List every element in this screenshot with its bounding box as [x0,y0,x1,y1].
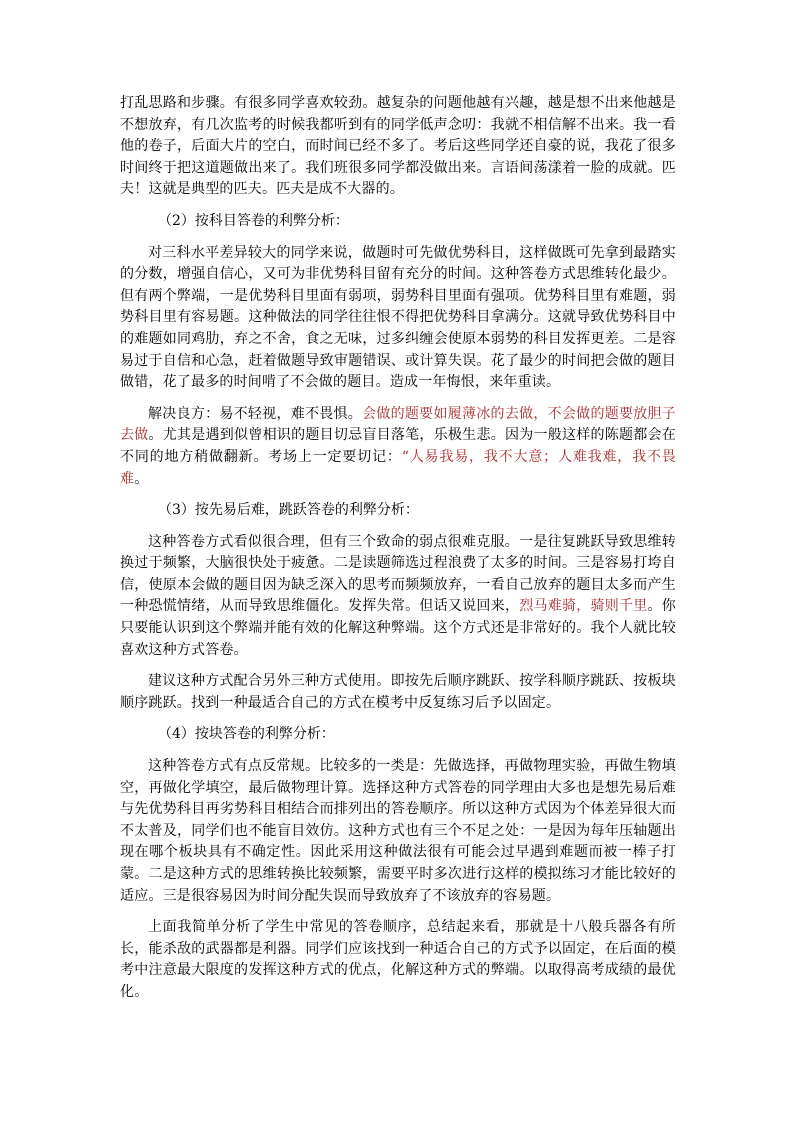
paragraph-block-order: 这种答卷方式有点反常规。比较多的一类是：先做选择，再做物理实验，再做生物填空，再做化学填空，最后做物理计算。选择这种方式答卷的同学理由大多也是想先易后难与先优势科目再劣势科目相结合而排列出的答卷顺序。所以这种方式因为个体差异很大而不太普及，同学们也不能盲目效仿。这种方式也有三个不足之处：一是因为每年压轴题出现在哪个板块具有不确定性。因此采用这种做法很有可能会过早遇到难题而被一棒子打蒙。二是这种方式的思维转换比较频繁，需要平时多次进行这样的模拟练习才能比较好的适应。三是很容易因为时间分配失误而导致放弃了不该放弃的容易题。 [120,758,676,904]
highlight-text-1: 会做的题要如履薄冰的去做，不会做的题要放胆子去做 [120,405,677,444]
section-heading-4: （4）按块答卷的利弊分析： [158,726,335,743]
paragraph-intro: 打乱思路和步骤。有很多同学喜欢较劲。越复杂的问题他越有兴趣，越是想不出来他越是不想放弃，有几次监考的时候我都听到有的同学低声念叨：我就不相信解不出来。我一看他的卷子，后面大片的空白，而时间已经不多了。考后这些同学还自豪的说，我花了很多时间终于把这道题做出来了。我们班很多同学都没做出来。言语间荡漾着一脸的成就。匹夫！这就是典型的匹夫。匹夫是成不大器的。 [120,95,676,198]
paragraph-solution [120,404,676,490]
document-page [120,93,676,1014]
section-heading-3: （3）按先易后难，跳跃答卷的利弊分析： [158,502,419,519]
jump-order-text: 这种答卷方式看似很合理，但有三个致命的弱点很难克服。一是往复跳跃导致思维转换过于频繁，大脑很快处于疲惫。二是读题筛选过程浪费了太多的时间。三是容易打垮自信，使原本会做的题目因为缺乏深入的思考而频频放弃，一看自己放弃的题目太多而产生一种恐慌情绪，从而导致思维僵化。发挥失常。但话又说回来， [120,533,676,615]
paragraph-suggestion: 建议这种方式配合另外三种方式使用。即按先后顺序跳跃、按学科顺序跳跃、按板块顺序跳跃。找到一种最适合自己的方式在模考中反复练习后予以固定。 [120,673,676,711]
section-heading-2: （2）按科目答卷的利弊分析： [158,212,349,229]
paragraph-summary: 上面我简单分析了学生中常见的答卷顺序，总结起来看，那就是十八般兵器各有所长，能杀敌的武器都是利器。同学们应该找到一种适合自己的方式予以固定，在后面的模考中注意最大限度的发挥这种方式的优点，化解这种方式的弊端。以取得高考成绩的最优化。 [120,919,676,1000]
paragraph-jump-order [120,532,676,662]
solution-lead-text: 解决良方：易不轻视，难不畏惧。 [148,405,363,422]
highlight-text-3: 烈马难骑，骑则千里 [519,598,648,615]
solution-end-text: 。 [134,470,149,487]
jump-order-end-text: 。你只要能认识到这个弊端并能有效的化解这种弊端。这个方式还是非常好的。我个人就比较喜欢这种方式答卷。 [120,598,676,658]
paragraph-subject-order: 对三科水平差异较大的同学来说，做题时可先做优势科目，这样做既可先拿到最踏实的分数，增强自信心，又可为非优势科目留有充分的时间。这种答卷方式思维转化最少。但有两个弊端，一是优势科目里面有弱项，弱势科目里面有强项。优势科目里有难题，弱势科目里有容易题。这种做法的同学往往恨不得把优势科目拿满分。这就导致优势科目中的难题如同鸡肋，弃之不舍，食之无味，过多纠缠会使原本弱势的科目发挥更差。二是容易过于自信和心急，赶着做题导致审题错误、或计算失误。花了最少的时间把会做的题目做错，花了最多的时间啃了不会做的题目。造成一年悔恨，来年重读。 [120,244,676,391]
solution-body-text: 。尤其是遇到似曾相识的题目切忌盲目落笔，乐极生悲。因为一般这样的陈题都会在不同的地方稍做翻新。考场上一定要切记： [120,427,676,465]
highlight-text-2: “人易我易，我不大意；人难我难，我不畏难 [120,448,676,487]
